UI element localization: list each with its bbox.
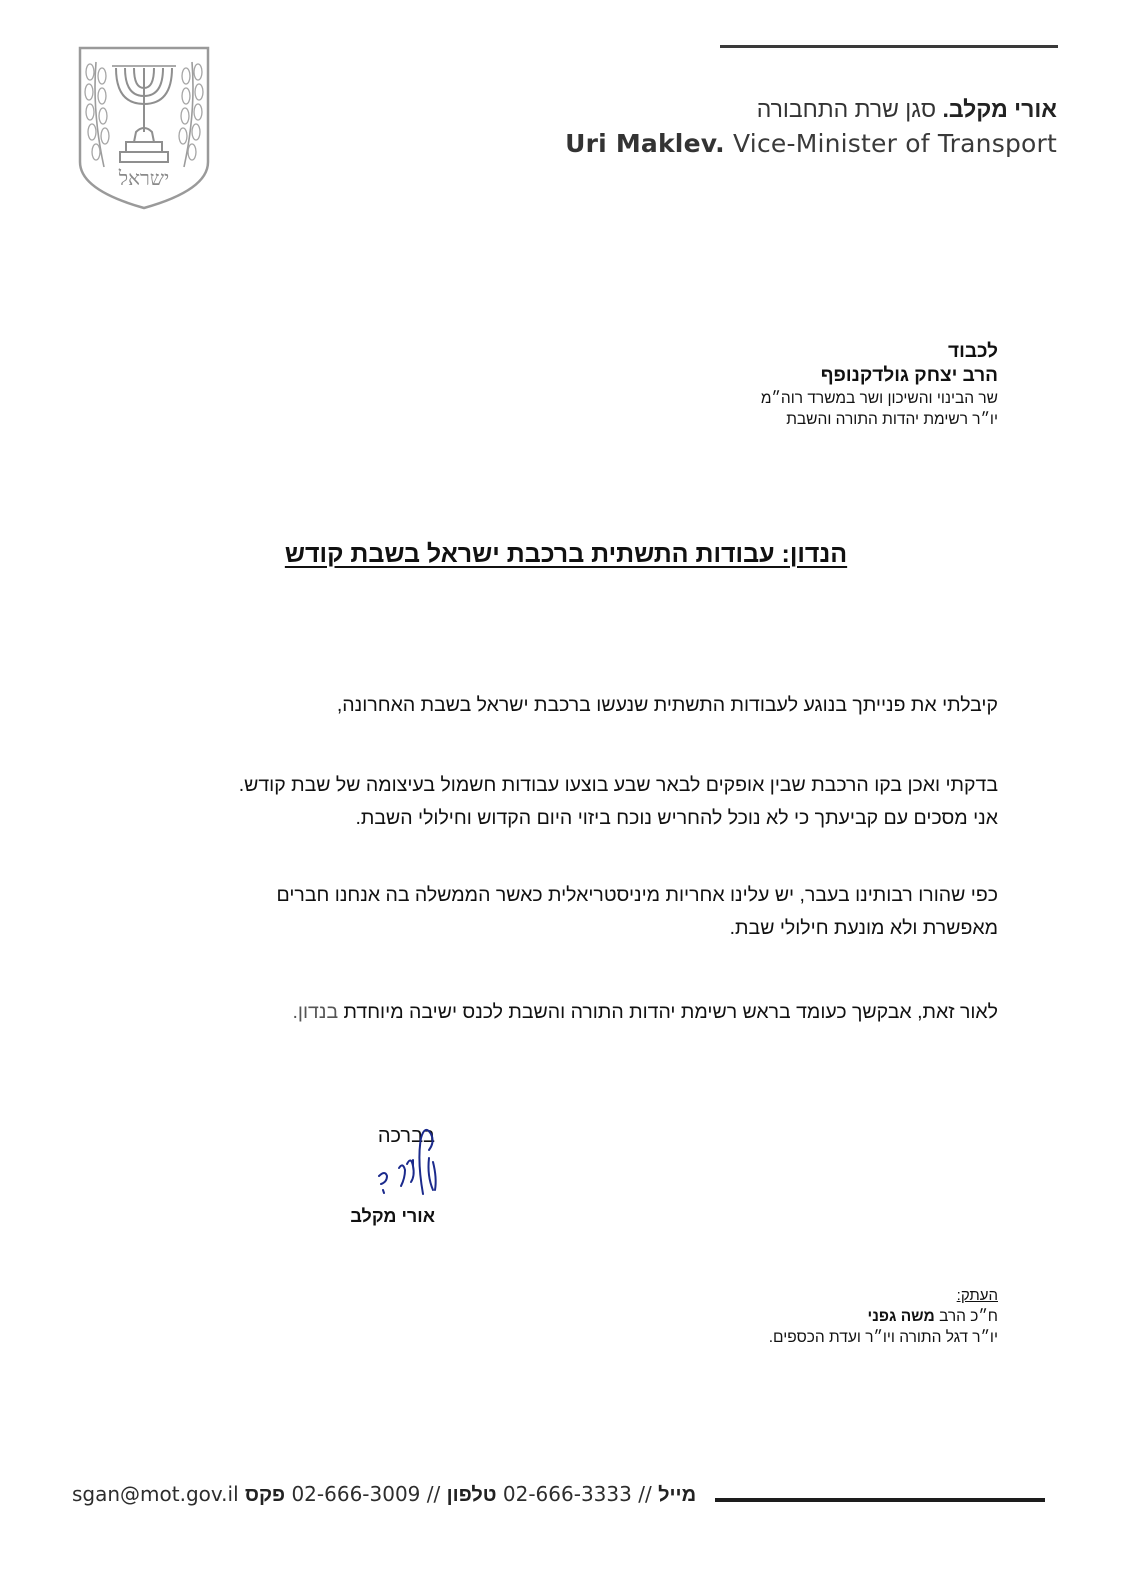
- handwritten-signature-icon: [355, 1120, 440, 1205]
- recipient-role-2: יו״ר רשימת יהדות התורה והשבת: [786, 411, 998, 428]
- footer-rule: [715, 1498, 1045, 1502]
- recipient-role-1: שר הבינוי והשיכון ושר במשרד רוה״מ: [760, 390, 998, 407]
- salutation: לכבוד: [948, 341, 998, 362]
- signature: [355, 1120, 440, 1205]
- body-line: מאפשרת ולא מונעת חילולי שבת.: [729, 917, 998, 939]
- sender-name-he: אורי מקלב.: [942, 96, 1057, 122]
- letterhead-english: [565, 129, 1057, 158]
- recipient-block: [578, 340, 998, 430]
- email-value[interactable]: sgan@mot.gov.il: [72, 1482, 239, 1506]
- sender-title-en: Vice-Minister of Transport: [733, 129, 1057, 158]
- separator: //: [638, 1482, 652, 1506]
- cc-name: משה גפני: [867, 1308, 935, 1325]
- body-line: אני מסכים עם קביעתך כי לא נוכל להחריש נוכח ביזוי היום הקדוש וחילולי השבת.: [355, 807, 998, 829]
- fax-label: פקס: [245, 1484, 286, 1506]
- body-line: כפי שהורו רבותינו בעבר, יש עלינו אחריות מיניסטריאלית כאשר הממשלה בה אנחנו חברים: [276, 884, 998, 906]
- recipient-name: הרב יצחק גולדקנופף: [820, 365, 998, 386]
- cc-recipient: [598, 1306, 998, 1327]
- body-line: קיבלתי את פנייתך בנוגע לעבודות התשתית שנעשו ברכבת ישראל בשבת האחרונה,: [336, 694, 998, 716]
- letterhead-hebrew: [757, 96, 1057, 123]
- body-paragraph-3: [128, 879, 998, 945]
- body-paragraph-2: [128, 769, 998, 835]
- separator: //: [426, 1482, 441, 1506]
- cc-heading: העתק:: [956, 1287, 998, 1304]
- body-line: לאור זאת, אבקשך כעומד בראש רשימת יהדות התורה והשבת לכנס ישיבה מיוחדת: [338, 1001, 998, 1023]
- phone-label: טלפון: [446, 1484, 497, 1506]
- body-paragraph-1: [128, 689, 998, 722]
- fax-value: 02-666-3009: [291, 1482, 421, 1506]
- email-label: מייל: [658, 1484, 697, 1506]
- state-of-israel-emblem-icon: [74, 42, 214, 212]
- state-emblem: [74, 42, 214, 212]
- cc-title: ח״כ הרב: [934, 1308, 998, 1325]
- phone-value: 02-666-3333: [502, 1482, 632, 1506]
- body-line-tail: בנדון.: [292, 1001, 339, 1023]
- closing: בברכה: [377, 1125, 435, 1147]
- signer-name: אורי מקלב: [350, 1206, 435, 1226]
- sender-name-en: Uri Maklev.: [565, 129, 725, 158]
- header-rule: [720, 45, 1058, 48]
- sender-title-he: סגן שרת התחבורה: [756, 96, 937, 122]
- svg-text:ישראל: ישראל: [118, 168, 170, 190]
- body-paragraph-4: [128, 996, 998, 1029]
- body-line: בדקתי ואכן בקו הרכבת שבין אופקים לבאר שבע בוצעו עבודות חשמול בעיצומה של שבת קודש.: [238, 774, 998, 796]
- footer-contact: [72, 1482, 696, 1507]
- cc-role: יו״ר דגל התורה ויו״ר ועדת הכספים.: [768, 1329, 998, 1346]
- subject-line: הנדון: עבודות התשתית ברכבת ישראל בשבת קודש: [284, 540, 848, 568]
- cc-block: [598, 1286, 998, 1348]
